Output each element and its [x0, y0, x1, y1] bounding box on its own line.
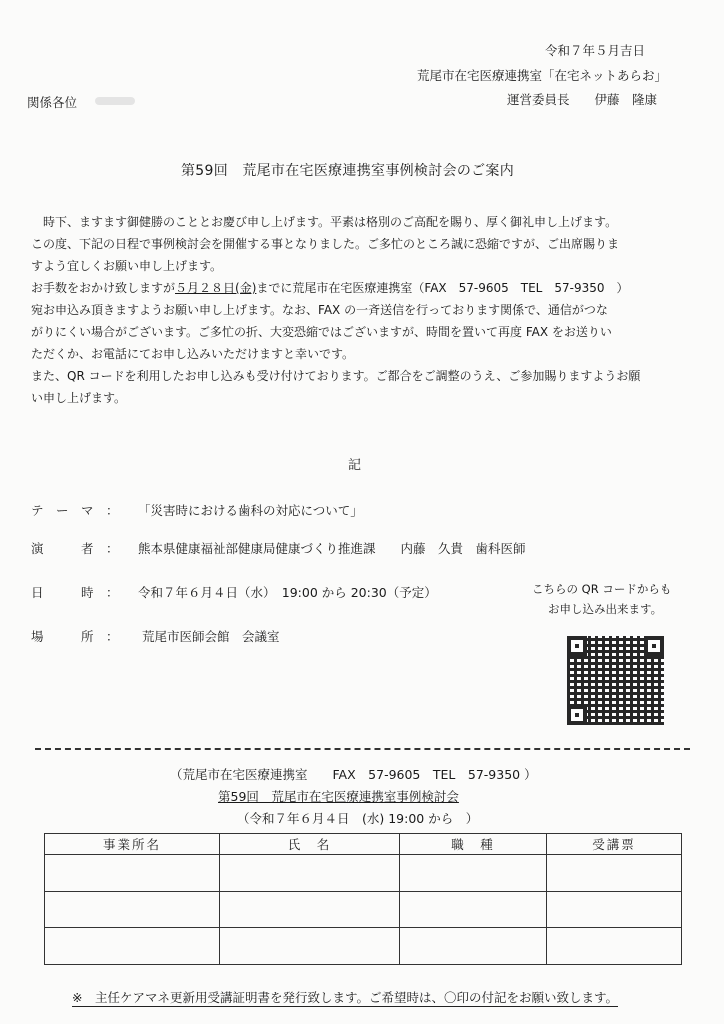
registration-table	[44, 833, 682, 965]
occupation-cell[interactable]	[400, 928, 547, 965]
qr-caption-line1: こちらの QR コードからも	[532, 582, 672, 596]
body-line: ただくか、お電話にてお申し込みいただけますと幸いです。	[31, 347, 355, 361]
theme-value: 「災害時における歯科の対応について」	[138, 503, 363, 518]
deadline-prefix: お手数をおかけ致しますが	[31, 281, 176, 295]
chair-name: 運営委員長 伊藤 隆康	[507, 92, 658, 107]
body-line: 宛お申込み頂きますようお願い申し上げます。なお、FAX の一斉送信を行っております関係で、通信がつな	[31, 303, 608, 317]
name-cell[interactable]	[220, 928, 400, 965]
occupation-cell[interactable]	[400, 855, 547, 892]
certificate-cell[interactable]	[547, 928, 682, 965]
body-text	[31, 211, 695, 409]
speaker-value: 熊本県健康福祉部健康局健康づくり推進課 内藤 久貴 歯科医師	[138, 541, 526, 556]
ki-marker: 記	[348, 458, 362, 473]
datetime-value: 令和７年６月４日（水） 19:00 から 20:30（予定）	[138, 585, 437, 600]
datetime-label: 日 時 ：	[31, 585, 119, 600]
body-line-deadline	[31, 277, 695, 299]
body-line: い申し上げます。	[31, 391, 127, 405]
office-cell[interactable]	[45, 891, 220, 928]
footnote-text: ※ 主任ケアマネ更新用受講証明書を発行致します。ご希望時は、〇印の付記をお願い致します。	[72, 990, 618, 1005]
qr-finder	[644, 636, 664, 656]
occupation-cell[interactable]	[400, 891, 547, 928]
certificate-cell[interactable]	[547, 891, 682, 928]
body-line: すよう宜しくお願い申し上げます。	[31, 259, 223, 273]
table-row	[45, 928, 682, 965]
recipient: 関係各位	[27, 95, 78, 110]
body-line: また、QR コードを利用したお申し込みも受け付けております。ご都合をご調整のうえ、ご参加賜りますようお願	[31, 369, 641, 383]
form-date: （令和７年６月４日 (水) 19:00 から ）	[237, 811, 479, 826]
speaker-label: 演 者 ：	[31, 541, 119, 556]
column-header-occupation: 職 種	[400, 834, 547, 855]
office-cell[interactable]	[45, 855, 220, 892]
certificate-cell[interactable]	[547, 855, 682, 892]
cut-line	[35, 748, 690, 750]
column-header-certificate: 受講票	[547, 834, 682, 855]
issue-date: 令和７年５月吉日	[545, 43, 646, 58]
qr-finder	[567, 636, 587, 656]
place-value: 荒尾市医師会館 会議室	[142, 629, 280, 644]
qr-finder	[567, 705, 587, 725]
table-header-row	[45, 834, 682, 855]
qr-caption-line2: お申し込み出来ます。	[548, 602, 663, 616]
body-line: この度、下記の日程で事例検討会を開催する事となりました。ご多忙のところ誠に恐縮ですが、ご出席賜りま	[31, 237, 620, 251]
deadline-date: ５月２８日(金)	[175, 281, 257, 295]
footnote	[72, 988, 618, 1006]
qr-code[interactable]	[567, 636, 664, 725]
body-line: がりにくい場合がございます。ご多忙の折、大変恐縮ではございますが、時間を置いて再度 FAX をお送りい	[31, 325, 612, 339]
office-cell[interactable]	[45, 928, 220, 965]
name-cell[interactable]	[220, 891, 400, 928]
organization-name: 荒尾市在宅医療連携室「在宅ネットあらお」	[417, 68, 668, 83]
column-header-name: 氏 名	[220, 834, 400, 855]
place-label: 場 所 ：	[31, 629, 119, 644]
column-header-office: 事業所名	[45, 834, 220, 855]
form-contact: （荒尾市在宅医療連携室 FAX 57-9605 TEL 57-9350 ）	[170, 767, 537, 782]
scan-smudge	[95, 97, 135, 105]
document-title: 第59回 荒尾市在宅医療連携室事例検討会のご案内	[181, 163, 515, 179]
table-row	[45, 891, 682, 928]
theme-label: テ ー マ ：	[31, 503, 119, 518]
table-row	[45, 855, 682, 892]
deadline-suffix: までに荒尾市在宅医療連携室（FAX 57-9605 TEL 57-9350 ）	[256, 281, 629, 295]
form-title: 第59回 荒尾市在宅医療連携室事例検討会	[218, 789, 459, 804]
name-cell[interactable]	[220, 855, 400, 892]
body-line: 時下、ますます御健勝のこととお慶び申し上げます。平素は格別のご高配を賜り、厚く御礼申し上げます。	[43, 215, 618, 229]
